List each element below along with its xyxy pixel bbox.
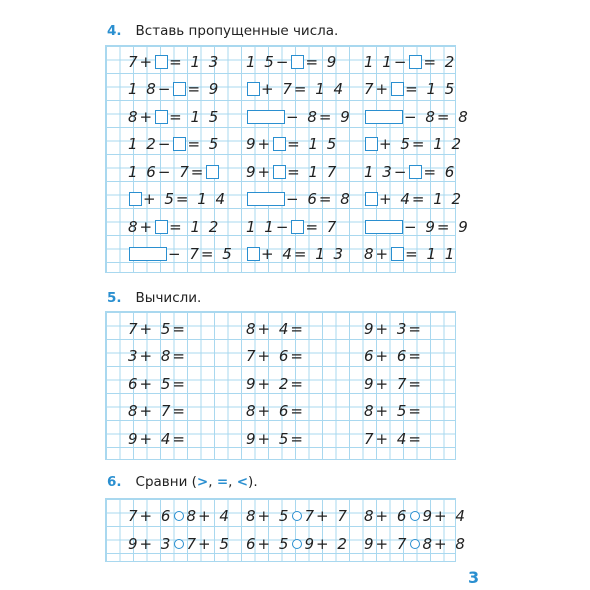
right-expression: 8+ 8 [422, 534, 467, 553]
right-expression: 9+ 4 [422, 506, 467, 525]
expression-cell: 6+ 6= [364, 347, 423, 365]
task-5-grid [105, 311, 456, 460]
equation-suffix: = 7 [305, 217, 339, 236]
equation-prefix: 8+ [128, 107, 155, 126]
equation-cell [246, 213, 338, 240]
answer-box[interactable] [247, 247, 260, 261]
equation-prefix: 7+ [128, 52, 155, 71]
sign-equal: = [216, 474, 229, 490]
compare-circle[interactable] [410, 511, 420, 521]
task-5-header [107, 288, 201, 308]
equation-cell [128, 103, 220, 130]
answer-box[interactable] [409, 55, 422, 69]
left-expression: 7+ 6 [128, 506, 173, 525]
answer-box[interactable] [365, 220, 403, 234]
answer-box[interactable] [247, 110, 285, 124]
answer-box[interactable] [155, 110, 168, 124]
compare-circle[interactable] [292, 539, 302, 549]
equation-suffix: + 4= 1 3 [261, 245, 346, 263]
equation-cell [364, 103, 470, 130]
answer-box[interactable] [273, 165, 286, 179]
equation-prefix: 1 6− 7= [128, 162, 206, 181]
equation-suffix: = 1 7 [287, 162, 339, 181]
expression-cell: 9+ 2= [246, 374, 305, 393]
expression-cell: 7+ 4= [364, 429, 423, 448]
equation-suffix: + 5= 1 4 [143, 190, 228, 208]
page-number: 3 [468, 568, 480, 587]
task-title: Вставь пропущенные числа. [135, 23, 339, 39]
answer-box[interactable] [173, 82, 186, 96]
equation-cell [246, 186, 352, 213]
equation-prefix: 8+ [128, 217, 155, 236]
equation-cell [246, 158, 338, 185]
equation-cell [364, 48, 456, 75]
equation-suffix: = 1 5 [169, 107, 221, 126]
comparison-cell [364, 530, 467, 557]
equation-prefix: 8+ [364, 245, 391, 263]
equation-cell [128, 158, 220, 185]
equation-suffix: − 6= 8 [286, 190, 352, 208]
expression-cell: 3+ 8= [128, 347, 187, 365]
expression-cell: 7+ 6= [246, 347, 305, 365]
equation-suffix: = 1 1 [405, 245, 457, 263]
answer-box[interactable] [155, 55, 168, 69]
equation-suffix: = 1 5 [405, 80, 457, 98]
expression-cell: 8+ 4= [246, 319, 305, 338]
comparison-cell [246, 502, 349, 529]
expression-cell: 9+ 3= [364, 319, 423, 338]
equation-suffix: + 7= 1 4 [261, 80, 346, 98]
answer-box[interactable] [365, 137, 378, 151]
equation-cell [246, 48, 338, 75]
answer-box[interactable] [291, 55, 304, 69]
left-expression: 8+ 6 [364, 506, 409, 525]
right-expression: 7+ 7 [304, 506, 349, 525]
task-6-header [107, 472, 258, 492]
compare-circle[interactable] [174, 511, 184, 521]
task-number: 4. [107, 23, 122, 39]
equation-suffix: − 8= 9 [286, 107, 352, 126]
equation-prefix: 1 5− [246, 52, 291, 71]
equation-suffix: + 5= 1 2 [379, 135, 464, 153]
task-number: 6. [107, 474, 122, 490]
left-expression: 6+ 5 [246, 534, 291, 553]
task-6-grid [105, 498, 467, 562]
expression-cell: 6+ 5= [128, 374, 187, 393]
sign-less: < [236, 474, 249, 490]
equation-suffix: − 9= 9 [404, 217, 470, 236]
task-title: Сравни (>, =, <). [135, 474, 258, 490]
answer-box[interactable] [247, 82, 260, 96]
equation-cell [246, 241, 345, 268]
equation-suffix: = 1 5 [287, 135, 339, 153]
compare-circle[interactable] [174, 539, 184, 549]
sign-greater: > [196, 474, 209, 490]
equation-suffix: = 9 [187, 80, 221, 98]
compare-circle[interactable] [292, 511, 302, 521]
answer-box[interactable] [206, 165, 219, 179]
equation-cell [246, 103, 352, 130]
equation-cell [364, 131, 463, 158]
expression-cell: 9+ 4= [128, 429, 187, 448]
equation-cell [364, 158, 456, 185]
answer-box[interactable] [129, 247, 167, 261]
task-4-header [107, 21, 338, 41]
task-title: Вычисли. [135, 290, 202, 306]
equation-suffix: − 7= 5 [168, 245, 234, 263]
expression-cell: 7+ 5= [128, 319, 187, 338]
equation-cell [128, 76, 220, 103]
equation-cell [128, 213, 220, 240]
equation-prefix: 1 1− [246, 217, 291, 236]
answer-box[interactable] [365, 192, 378, 206]
equation-prefix: 9+ [246, 135, 273, 153]
equation-prefix: 7+ [364, 80, 391, 98]
comparison-cell [128, 502, 231, 529]
equation-suffix: = 6 [423, 162, 457, 181]
equation-suffix: = 9 [305, 52, 339, 71]
equation-prefix: 1 8− [128, 80, 173, 98]
left-expression: 9+ 7 [364, 534, 409, 553]
answer-box[interactable] [391, 82, 404, 96]
answer-box[interactable] [173, 137, 186, 151]
task-number: 5. [107, 290, 122, 306]
equation-suffix: = 2 [423, 52, 457, 71]
equation-cell [364, 76, 456, 103]
answer-box[interactable] [273, 137, 286, 151]
compare-circle[interactable] [410, 539, 420, 549]
equation-suffix: − 8= 8 [404, 107, 470, 126]
answer-box[interactable] [391, 247, 404, 261]
left-expression: 9+ 3 [128, 534, 173, 553]
right-expression: 7+ 5 [186, 534, 231, 553]
equation-cell [364, 241, 456, 268]
equation-suffix: = 5 [187, 135, 221, 153]
equation-cell [364, 186, 463, 213]
equation-suffix: = 1 2 [169, 217, 221, 236]
equation-cell [364, 213, 470, 240]
equation-suffix: + 4= 1 2 [379, 190, 464, 208]
right-expression: 9+ 2 [304, 534, 349, 553]
equation-cell [246, 76, 345, 103]
answer-box[interactable] [409, 165, 422, 179]
equation-prefix: 9+ [246, 162, 273, 181]
answer-box[interactable] [291, 220, 304, 234]
equation-cell [128, 131, 220, 158]
equation-prefix: 1 2− [128, 135, 173, 153]
right-expression: 8+ 4 [186, 506, 231, 525]
answer-box[interactable] [155, 220, 168, 234]
comparison-cell [128, 530, 231, 557]
answer-box[interactable] [129, 192, 142, 206]
expression-cell: 8+ 6= [246, 402, 305, 420]
task-4-grid [105, 45, 470, 273]
expression-cell: 9+ 7= [364, 374, 423, 393]
equation-cell [128, 241, 234, 268]
equation-cell [246, 131, 338, 158]
answer-box[interactable] [247, 192, 285, 206]
equation-cell [128, 48, 220, 75]
equation-prefix: 1 3− [364, 162, 409, 181]
left-expression: 8+ 5 [246, 506, 291, 525]
expression-cell: 9+ 5= [246, 429, 305, 448]
expression-cell: 8+ 7= [128, 402, 187, 420]
equation-prefix: 1 1− [364, 52, 409, 71]
equation-suffix: = 1 3 [169, 52, 221, 71]
comparison-cell [364, 502, 467, 529]
equation-cell [128, 186, 227, 213]
expression-cell: 8+ 5= [364, 402, 423, 420]
comparison-cell [246, 530, 349, 557]
answer-box[interactable] [365, 110, 403, 124]
